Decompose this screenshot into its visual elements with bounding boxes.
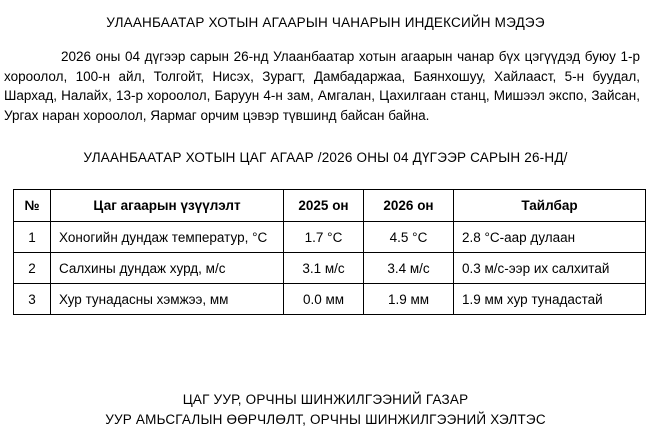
cell-value-2025: 0.0 мм (284, 284, 364, 315)
weather-section-title: УЛААНБААТАР ХОТЫН ЦАГ АГААР /2026 ОНЫ 04 ДҮГЭЭР САРЫН 26-НД/ (83, 150, 568, 166)
cell-indicator: Хур тунадасны хэмжээ, мм (51, 284, 284, 315)
weather-table (13, 189, 646, 315)
footer-department-line: УУР АМЬСГАЛЫН ӨӨРЧЛӨЛТ, ОРЧНЫ ШИНЖИЛГЭЭНИЙ ХЭЛТЭС (105, 411, 546, 427)
cell-value-2026: 4.5 °С (364, 222, 454, 253)
table-header-row (14, 190, 646, 222)
cell-value-2025: 3.1 м/с (284, 253, 364, 284)
footer-agency-line: ЦАГ УУР, ОРЧНЫ ШИНЖИЛГЭЭНИЙ ГАЗАР (182, 392, 469, 407)
cell-value-2025: 1.7 °С (284, 222, 364, 253)
cell-indicator: Салхины дундаж хурд, м/с (51, 253, 284, 284)
table-row (14, 253, 646, 284)
cell-indicator: Хоногийн дундаж температур, °С (51, 222, 284, 253)
cell-note: 2.8 °С-аар дулаан (454, 222, 646, 253)
header-cell-year-2025: 2025 он (284, 190, 364, 222)
cell-value-2026: 3.4 м/с (364, 253, 454, 284)
intro-paragraph: 2026 оны 04 дүгээр сарын 26-нд Улаанбаатар хотын агаарын чанар бүх цэгүүдэд буюу 1-р хороолол, 100-н айл, Толгойт, Нисэх, Зурагт, Дамбадаржаа, Баянхошуу, Хайлааст, 5-н буудал, Шархад, Налайх, 13-р хороолол, Баруун 4-н зам, Амгалан, Цахилгаан станц, Мишээл экспо, Зайсан, Ургах наран хороолол, Яармаг орчим цэвэр түвшинд байсан байна. (4, 49, 640, 123)
document-title: УЛААНБААТАР ХОТЫН АГААРЫН ЧАНАРЫН ИНДЕКСИЙН МЭДЭЭ (106, 15, 545, 30)
cell-note: 0.3 м/с-ээр их салхитай (454, 253, 646, 284)
header-cell-indicator: Цаг агаарын үзүүлэлт (51, 190, 284, 222)
cell-value-2026: 1.9 мм (364, 284, 454, 315)
header-cell-note: Тайлбар (454, 190, 646, 222)
header-cell-year-2026: 2026 он (364, 190, 454, 222)
table-row (14, 284, 646, 315)
document-footer (0, 390, 651, 429)
header-cell-number: № (14, 190, 51, 222)
table-row (14, 222, 646, 253)
cell-row-number: 1 (14, 222, 51, 253)
cell-row-number: 3 (14, 284, 51, 315)
cell-note: 1.9 мм хур тунадастай (454, 284, 646, 315)
cell-row-number: 2 (14, 253, 51, 284)
